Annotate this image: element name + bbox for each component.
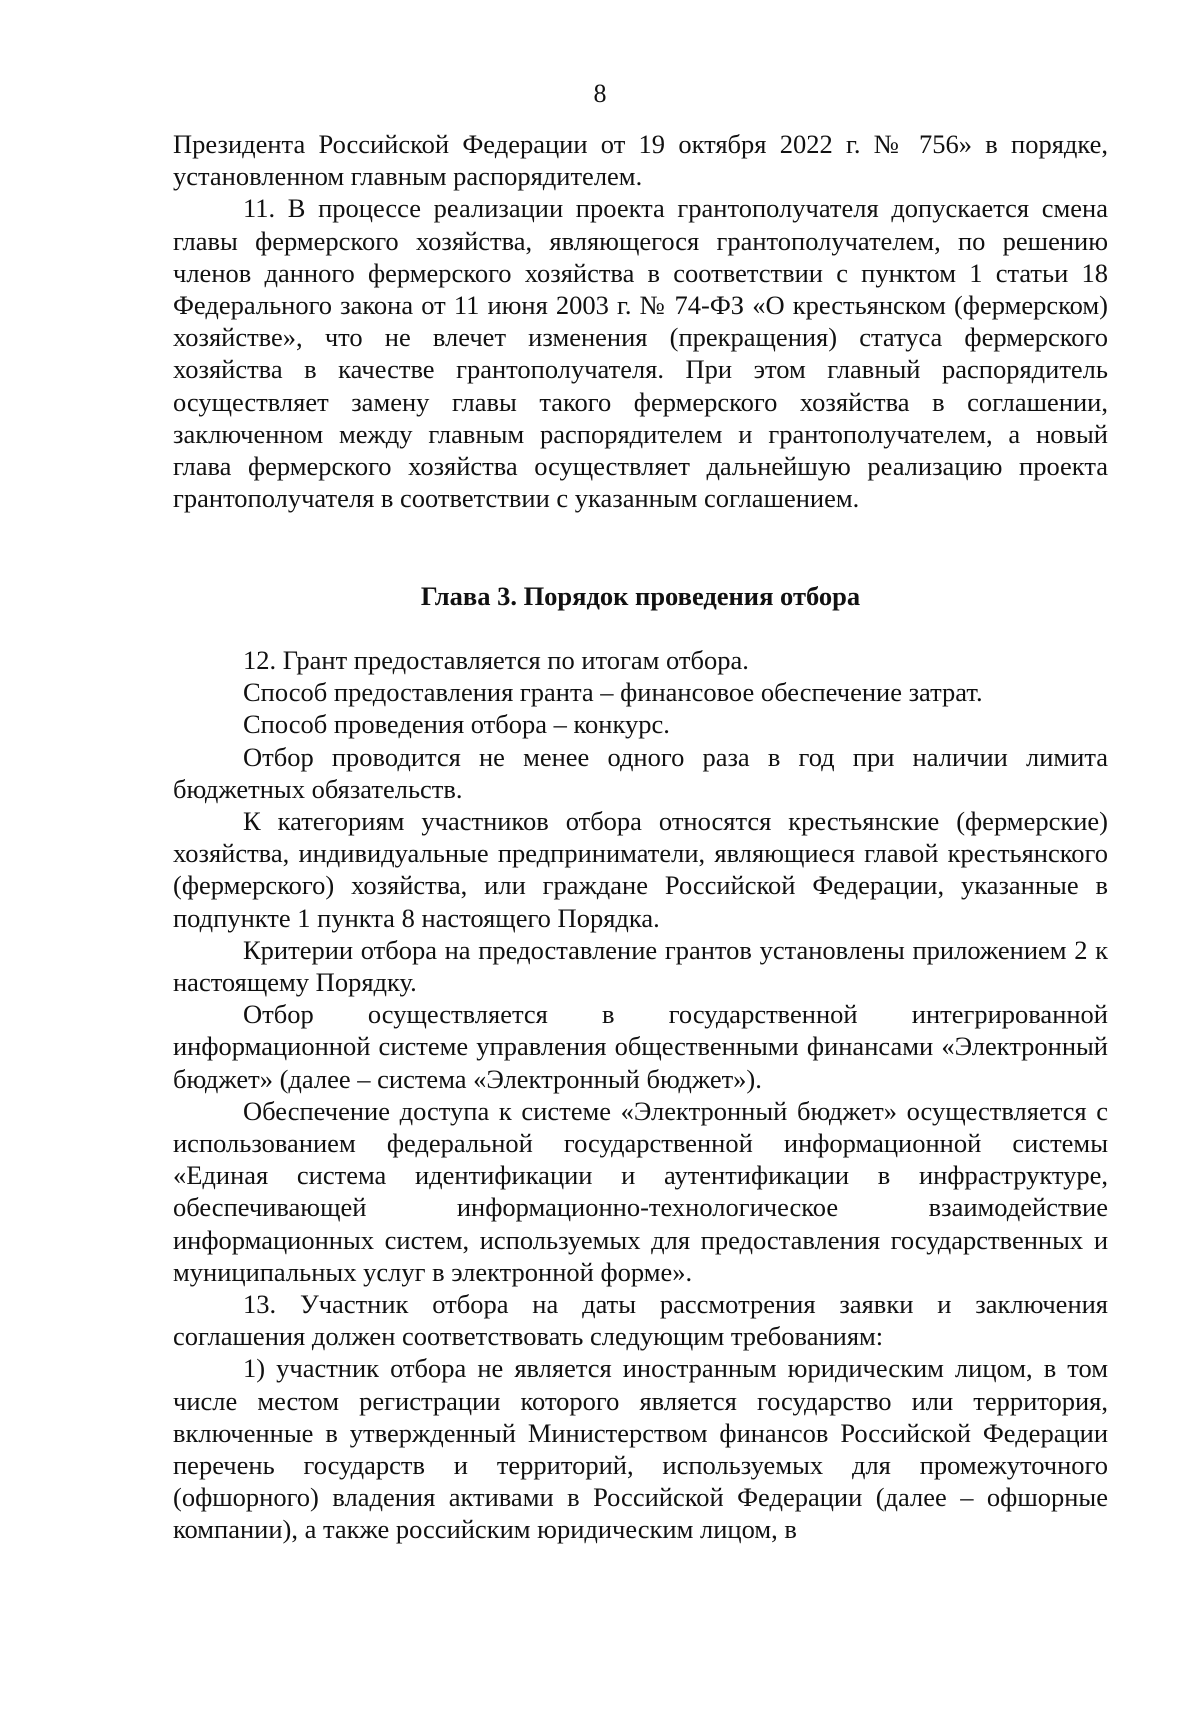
paragraph-continuation: Президента Российской Федерации от 19 октября 2022 г. № 756» в порядке, установленном главным распорядителем. [173, 129, 1108, 192]
paragraph-item-12: 12. Грант предоставляется по итогам отбора. [243, 645, 749, 675]
paragraph-electronic-budget: Отбор осуществляется в государственной интегрированной информационной системе управления общественными финансами «Электронный бюджет» (далее – система «Электронный бюджет»). [173, 999, 1108, 1094]
paragraph-selection-criteria: Критерии отбора на предоставление грантов установлены приложением 2 к настоящему Порядку. [173, 934, 1108, 998]
paragraph-grant-method: Способ предоставления гранта – финансовое обеспечение затрат. [243, 677, 983, 708]
paragraph-selection-frequency: Отбор проводится не менее одного раза в год при наличии лимита бюджетных обязательств. [173, 741, 1108, 804]
paragraph-requirement-1: 1) участник отбора не является иностранным юридическим лицом, в том числе местом регистрации которого является государство или территория, включенные в утвержденный Министерством финансов Российской Федерации перечень государств и территорий, используемых для промежуточного (офшорного) владения активами в Российской Федерации (далее – офшорные компании), а также российским юридическим лицом, в [173, 1353, 1108, 1545]
chapter-heading: Глава 3. Порядок проведения отбора [420, 581, 861, 611]
text-block-top [173, 128, 1108, 514]
paragraph-item-11: 11. В процессе реализации проекта грантополучателя допускается смена главы фермерского хозяйства, являющегося грантополучателем, по решению членов данного фермерского хозяйства в соответствии с пунктом 1 статьи 18 Федерального закона от 11 июня 2003 г. № 74-ФЗ «О крестьянском (фермерском) хозяйстве», что не влечет изменения (прекращения) статуса фермерского хозяйства в качестве грантополучателя. При этом главный распорядитель осуществляет замену главы такого фермерского хозяйства в соглашении, заключенном между главным распорядителем и грантополучателем, а новый глава фермерского хозяйства осуществляет дальнейшую реализацию проекта грантополучателя в соответствии с указанным соглашением. [173, 193, 1108, 514]
paragraph-participant-categories: К категориям участников отбора относятся крестьянские (фермерские) хозяйства, индивидуальные предприниматели, являющиеся главой крестьянского (фермерского) хозяйства, или граждане Российской Федерации, указанные в подпункте 1 пункта 8 настоящего Порядка. [173, 806, 1108, 933]
page-number: 8 [593, 79, 607, 108]
paragraph-selection-method: Способ проведения отбора – конкурс. [243, 709, 670, 740]
paragraph-item-13: 13. Участник отбора на даты рассмотрения заявки и заключения соглашения должен соответствовать следующим требованиям: [173, 1289, 1108, 1352]
paragraph-access-provision: Обеспечение доступа к системе «Электронный бюджет» осуществляется с использованием федеральной государственной информационной системы «Единая система идентификации и аутентификации в инфраструктуре, обеспечивающей информационно-технологическое взаимодействие информационных систем, используемых для предоставления государственных и муниципальных услуг в электронной форме». [173, 1095, 1108, 1287]
text-block-bottom [173, 644, 1108, 1546]
